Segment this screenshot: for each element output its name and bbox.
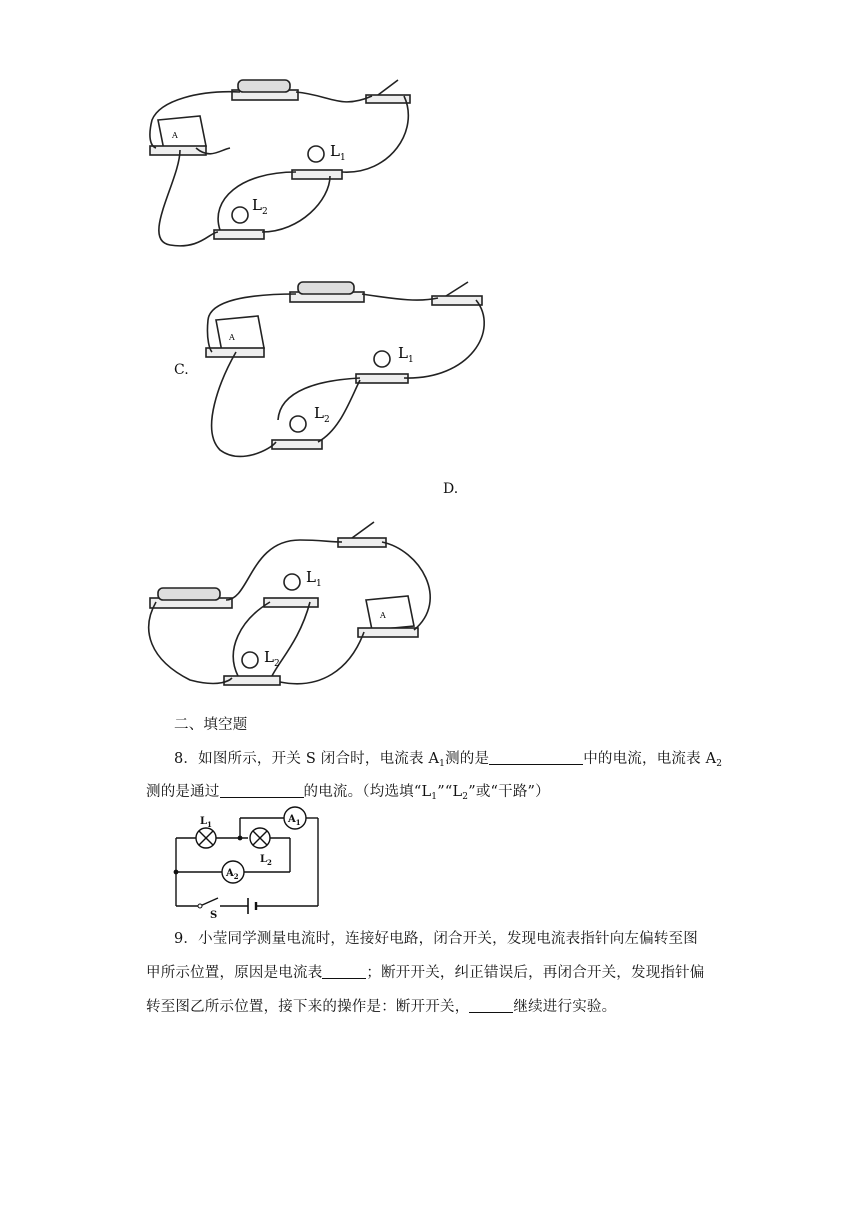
q9-line2: 甲所示位置，原因是电流表 ；断开开关，纠正错误后，再闭合开关，发现指针偏 — [146, 965, 705, 981]
svg-text:L1: $L_1$ — [330, 142, 346, 163]
circuit-figure-c — [0, 270, 860, 470]
circuit-label-a1: $A_1$ — [288, 814, 301, 827]
q9-blank-2[interactable] — [469, 998, 513, 1013]
circuit-label-s: S — [210, 910, 218, 921]
circuit-figure-d — [0, 510, 860, 710]
circuit-label-a2: $A_2$ — [226, 868, 239, 881]
svg-text:L1: $L_1$ — [398, 344, 414, 365]
q9-line1: 9．小莹同学测量电流时，连接好电路，闭合开关，发现电流表指针向左偏转至图 — [174, 931, 698, 947]
svg-text:L2: $L_2$ — [252, 196, 268, 217]
q9-blank-1[interactable] — [322, 964, 366, 979]
q8-line1: 8．如图所示，开关 S 闭合时，电流表 $A_1$测的是 中的电流，电流表 $A_2$ — [174, 751, 723, 769]
svg-text:A: A — [172, 131, 178, 140]
svg-text:L1: $L_1$ — [306, 568, 322, 589]
option-c-label: C. — [174, 362, 189, 378]
q8-circuit-diagram — [170, 808, 370, 921]
svg-text:L2: $L_2$ — [314, 404, 330, 425]
circuit-figure-b — [0, 0, 860, 260]
svg-text:A: A — [229, 333, 235, 342]
section-title: 二、填空题 — [174, 717, 248, 733]
svg-text:A: A — [380, 611, 386, 620]
q8-blank-2[interactable] — [220, 783, 304, 798]
svg-text:L2: $L_2$ — [264, 648, 280, 669]
q8-line2: 测的是通过 的电流。（均选填“$L_1”“L_2$”或“干路”） — [146, 784, 550, 802]
q9-line3: 转至图乙所示位置，接下来的操作是：断开开关， 继续进行实验。 — [146, 999, 617, 1015]
option-d-label: D. — [443, 481, 459, 497]
circuit-label-l2: $L_2$ — [260, 854, 272, 867]
q8-blank-1[interactable] — [489, 750, 583, 765]
circuit-label-l1: $L_1$ — [200, 816, 212, 829]
